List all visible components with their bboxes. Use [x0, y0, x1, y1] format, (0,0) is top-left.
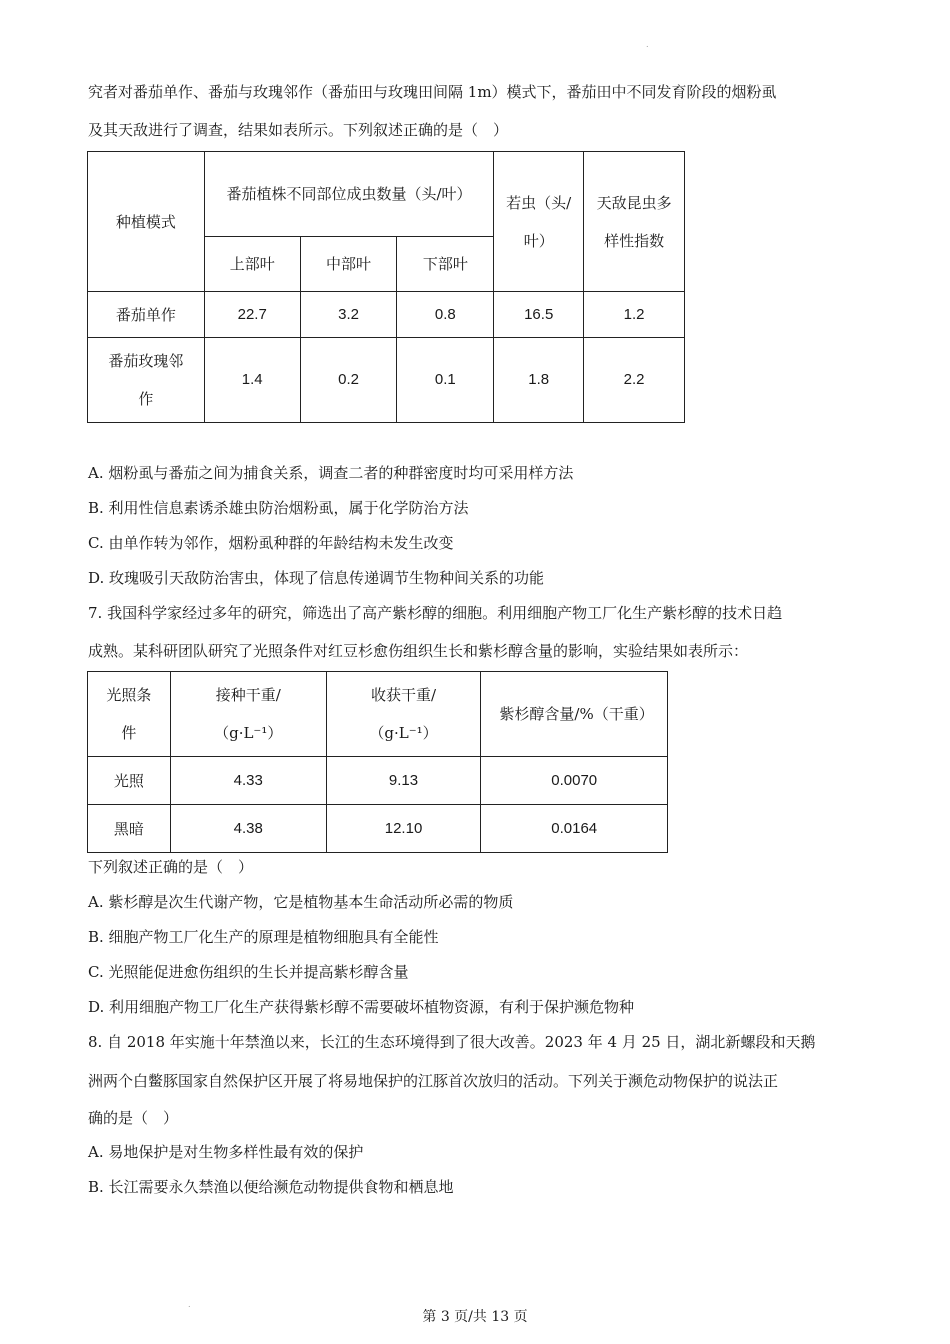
q7-option-c: C. 光照能促进愈伤组织的生长并提高紫杉醇含量 [88, 963, 409, 981]
table-cell: 1.2 [584, 292, 685, 338]
header-lower-leaf: 下部叶 [397, 237, 494, 292]
q7-stem: 下列叙述正确的是（ ） [88, 858, 254, 876]
table-cell: 0.8 [397, 292, 494, 338]
header-middle-leaf: 中部叶 [300, 237, 397, 292]
intro-line-1: 究者对番茄单作、番茄与玫瑰邻作（番茄田与玫瑰田间隔 1m）模式下，番茄田中不同发育阶段的烟粉虱 [88, 83, 777, 101]
q6-option-a: A. 烟粉虱与番茄之间为捕食关系，调查二者的种群密度时均可采用样方法 [88, 464, 574, 482]
q7-option-b: B. 细胞产物工厂化生产的原理是植物细胞具有全能性 [88, 928, 439, 946]
q7-line-2: 成熟。某科研团队研究了光照条件对红豆杉愈伤组织生长和紫杉醇含量的影响，实验结果如表所示： [88, 642, 749, 660]
header-nymph: 若虫（头/叶） [494, 152, 584, 292]
table-cell: 12.10 [326, 805, 481, 853]
table-cell: 4.38 [170, 805, 326, 853]
q7-option-d: D. 利用细胞产物工厂化生产获得紫杉醇不需要破坏植物资源，有利于保护濒危物种 [88, 998, 635, 1016]
q8-line-3: 确的是（ ） [88, 1109, 179, 1127]
table-cell: 1.8 [494, 338, 584, 423]
header-inoculation-weight: 接种干重/（g·L⁻¹） [170, 672, 326, 757]
page-number: 第 3 页/共 13 页 [422, 1309, 528, 1325]
q7-option-a: A. 紫杉醇是次生代谢产物，它是植物基本生命活动所必需的物质 [88, 893, 514, 911]
q8-option-b: B. 长江需要永久禁渔以便给濒危动物提供食物和栖息地 [88, 1178, 454, 1196]
q8-line-2: 洲两个白鳖豚国家自然保护区开展了将易地保护的江豚首次放归的活动。下列关于濒危动物保护的说法正 [88, 1072, 779, 1090]
table-row-condition: 光照 [88, 757, 171, 805]
table-cell: 0.0070 [481, 757, 668, 805]
table-cell: 0.0164 [481, 805, 668, 853]
table-cell: 16.5 [494, 292, 584, 338]
header-harvest-weight: 收获干重/（g·L⁻¹） [326, 672, 481, 757]
table-cell: 0.2 [300, 338, 397, 423]
q8-option-a: A. 易地保护是对生物多样性最有效的保护 [88, 1143, 364, 1161]
q6-option-c: C. 由单作转为邻作，烟粉虱种群的年龄结构未发生改变 [88, 534, 454, 552]
header-light-condition: 光照条件 [88, 672, 171, 757]
header-upper-leaf: 上部叶 [204, 237, 300, 292]
taxol-table [87, 671, 668, 853]
table-cell: 9.13 [326, 757, 481, 805]
q6-option-b: B. 利用性信息素诱杀雄虫防治烟粉虱，属于化学防治方法 [88, 499, 469, 517]
q8-line-1: 8. 自 2018 年实施十年禁渔以来，长江的生态环境得到了很大改善。2023 年 4 月 25 日，湖北新螺段和天鹅 [88, 1033, 816, 1051]
survey-table [87, 151, 685, 423]
q7-line-1: 7. 我国科学家经过多年的研究，筛选出了高产紫杉醇的细胞。利用细胞产物工厂化生产紫杉醇的技术日趋 [88, 604, 783, 622]
header-taxol-content: 紫杉醇含量/%（干重） [481, 672, 668, 757]
header-diversity-index: 天敌昆虫多样性指数 [584, 152, 685, 292]
table-cell: 2.2 [584, 338, 685, 423]
q6-option-d: D. 玫瑰吸引天敌防治害虫，体现了信息传递调节生物种间关系的功能 [88, 569, 545, 587]
intro-line-2: 及其天敌进行了调查，结果如表所示。下列叙述正确的是（ ） [88, 121, 509, 139]
table-row-mode: 番茄玫瑰邻作 [88, 338, 205, 423]
speck: . [646, 40, 649, 49]
table-cell: 0.1 [397, 338, 494, 423]
table-row-mode: 番茄单作 [88, 292, 205, 338]
table-row-condition: 黑暗 [88, 805, 171, 853]
table-cell: 22.7 [204, 292, 300, 338]
header-planting-mode: 种植模式 [88, 152, 205, 292]
table-cell: 4.33 [170, 757, 326, 805]
table-cell: 3.2 [300, 292, 397, 338]
speck: . [188, 1300, 191, 1309]
header-adult-count: 番茄植株不同部位成虫数量（头/叶） [204, 152, 493, 237]
table-cell: 1.4 [204, 338, 300, 423]
